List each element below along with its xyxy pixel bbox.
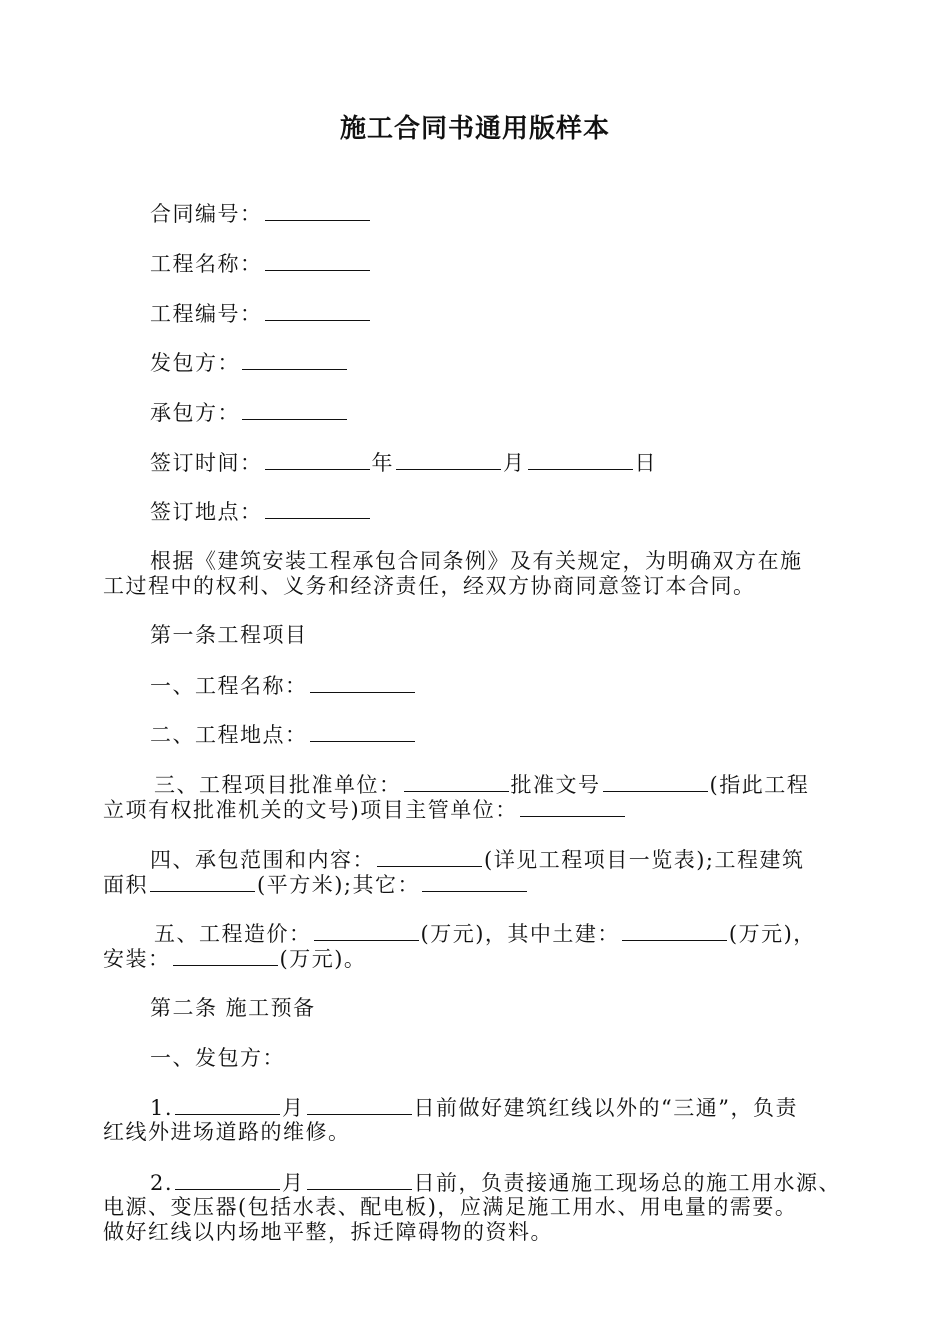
scope-blank (377, 846, 482, 867)
project-no-label: 工程编号： (150, 302, 263, 326)
day-label: 日 (634, 451, 657, 475)
art1-item-4-line-2 (103, 871, 529, 898)
art1-item-5-label: 五、工程造价： (154, 922, 312, 946)
art2-p2-line-3: 做好红线以内场地平整，拆迁障碍物的资料。 (103, 1220, 553, 1244)
project-name-blank (265, 250, 370, 271)
p1-text: 日前做好建筑红线以外的“三通”，负责 (413, 1096, 799, 1120)
art1-item-1-blank (310, 672, 415, 693)
art1-item-3-line-2 (103, 796, 627, 823)
art1-item-5-line-2 (103, 945, 366, 972)
supervisor-blank (520, 796, 625, 817)
area-label: 面积 (103, 873, 148, 897)
art2-sub-1: 一、发包方： (150, 1046, 285, 1070)
article-1-heading: 第一条工程项目 (150, 623, 308, 647)
project-name-line (150, 250, 372, 277)
scope-note: (详见工程项目一览表);工程建筑 (484, 848, 805, 872)
employer-line (150, 349, 349, 376)
article-2-heading: 第二条 施工预备 (150, 996, 316, 1020)
sign-time-line (150, 449, 657, 476)
approval-no-label: 批准文号 (510, 773, 601, 797)
art1-item-2 (150, 721, 417, 748)
approval-no-blank (603, 771, 708, 792)
art1-item-4-line-1 (150, 846, 804, 873)
art2-p1-line-2: 红线外进场道路的维修。 (103, 1120, 351, 1144)
civil-cost-unit: (万元)， (728, 922, 816, 946)
intro-line-2: 工过程中的权利、义务和经济责任，经双方协商同意签订本合同。 (103, 574, 756, 598)
approval-unit-blank (404, 771, 509, 792)
sign-time-label: 签订时间： (150, 451, 263, 475)
p2-month-blank (175, 1169, 280, 1190)
contract-no-label: 合同编号： (150, 202, 263, 226)
art1-item-2-blank (310, 721, 415, 742)
art2-p2-line-1 (150, 1169, 841, 1196)
intro-line-1: 根据《建筑安装工程承包合同条例》及有关规定，为明确双方在施 (150, 549, 803, 573)
p2-day-blank (307, 1169, 412, 1190)
sign-month-blank (396, 449, 501, 470)
contract-no-line (150, 200, 372, 227)
project-name-label: 工程名称： (150, 252, 263, 276)
month-label: 月 (503, 451, 526, 475)
p1-number: 1. (150, 1096, 174, 1120)
sign-day-blank (528, 449, 633, 470)
sign-year-blank (265, 449, 370, 470)
p1-month-blank (175, 1094, 280, 1115)
art1-item-3-line-1 (154, 771, 809, 798)
other-label: (平方米);其它： (257, 873, 420, 897)
year-label: 年 (371, 451, 394, 475)
contractor-line (150, 399, 349, 426)
project-no-line (150, 300, 372, 327)
employer-blank (242, 349, 347, 370)
sign-place-label: 签订地点： (150, 500, 263, 524)
install-cost-unit: (万元)。 (279, 947, 367, 971)
art1-item-1-label: 一、工程名称： (150, 674, 308, 698)
p2-number: 2. (150, 1171, 174, 1195)
area-blank (150, 871, 255, 892)
total-cost-blank (314, 920, 419, 941)
install-cost-blank (173, 945, 278, 966)
p2-month-label: 月 (282, 1171, 305, 1195)
art1-item-1 (150, 672, 417, 699)
contractor-label: 承包方： (150, 401, 240, 425)
art2-p1-line-1 (150, 1094, 798, 1121)
supervisor-label: 立项有权批准机关的文号)项目主管单位： (103, 798, 518, 822)
p2-text: 日前，负责接通施工现场总的施工用水源、 (413, 1171, 842, 1195)
art1-item-5-line-1 (154, 920, 816, 947)
contract-no-blank (265, 200, 370, 221)
p1-day-blank (307, 1094, 412, 1115)
approval-note: (指此工程 (709, 773, 810, 797)
civil-cost-label: (万元)，其中土建： (420, 922, 620, 946)
contractor-blank (242, 399, 347, 420)
art2-p2-line-2: 电源、变压器(包括水表、配电板)，应满足施工用水、用电量的需要。 (103, 1195, 798, 1219)
civil-cost-blank (622, 920, 727, 941)
sign-place-line (150, 498, 372, 525)
art1-item-2-label: 二、工程地点： (150, 723, 308, 747)
document-title: 施工合同书通用版样本 (339, 114, 610, 144)
art1-item-3-label: 三、工程项目批准单位： (154, 773, 402, 797)
other-blank (422, 871, 527, 892)
art1-item-4-label: 四、承包范围和内容： (150, 848, 375, 872)
p1-month-label: 月 (282, 1096, 305, 1120)
employer-label: 发包方： (150, 351, 240, 375)
project-no-blank (265, 300, 370, 321)
sign-place-blank (265, 498, 370, 519)
install-cost-label: 安装： (103, 947, 171, 971)
